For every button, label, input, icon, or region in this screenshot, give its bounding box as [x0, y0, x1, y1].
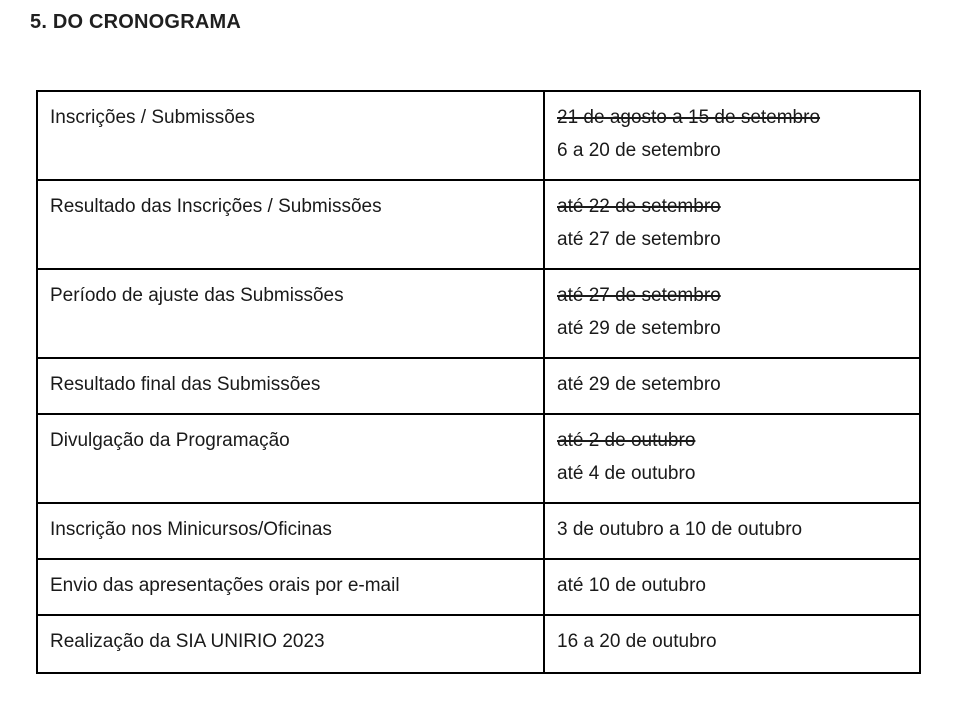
table-row: [38, 560, 919, 616]
date-cell: [545, 181, 919, 268]
schedule-table: [36, 90, 921, 674]
table-row: [38, 359, 919, 415]
date-cell: [545, 560, 919, 614]
activity-label: Resultado final das Submissões: [38, 359, 545, 413]
table-row: [38, 181, 919, 270]
activity-label: Envio das apresentações orais por e-mail: [38, 560, 545, 614]
date-cell: [545, 616, 919, 672]
section-title: 5. DO CRONOGRAMA: [30, 11, 241, 33]
table-row: [38, 616, 919, 672]
date-cell: [545, 359, 919, 413]
table-row: [38, 504, 919, 560]
current-date: até 29 de setembro: [557, 374, 721, 395]
date-cell: [545, 504, 919, 558]
activity-label: Divulgação da Programação: [38, 415, 545, 502]
activity-label: Realização da SIA UNIRIO 2023: [38, 616, 545, 672]
current-date: até 27 de setembro: [557, 229, 721, 250]
date-cell: [545, 415, 919, 502]
old-date-strikethrough: até 2 de outubro: [557, 430, 696, 451]
activity-label: Resultado das Inscrições / Submissões: [38, 181, 545, 268]
date-cell: [545, 270, 919, 357]
current-date: até 29 de setembro: [557, 318, 721, 339]
activity-label: Período de ajuste das Submissões: [38, 270, 545, 357]
current-date: até 4 de outubro: [557, 463, 696, 484]
old-date-strikethrough: até 22 de setembro: [557, 196, 721, 217]
activity-label: Inscrição nos Minicursos/Oficinas: [38, 504, 545, 558]
activity-label: Inscrições / Submissões: [38, 92, 545, 179]
current-date: 3 de outubro a 10 de outubro: [557, 519, 803, 540]
date-cell: [545, 92, 919, 179]
current-date: 6 a 20 de setembro: [557, 140, 721, 161]
table-row: [38, 92, 919, 181]
old-date-strikethrough: até 27 de setembro: [557, 285, 721, 306]
table-row: [38, 415, 919, 504]
current-date: até 10 de outubro: [557, 575, 706, 596]
old-date-strikethrough: 21 de agosto a 15 de setembro: [557, 107, 821, 128]
current-date: 16 a 20 de outubro: [557, 631, 717, 652]
table-row: [38, 270, 919, 359]
